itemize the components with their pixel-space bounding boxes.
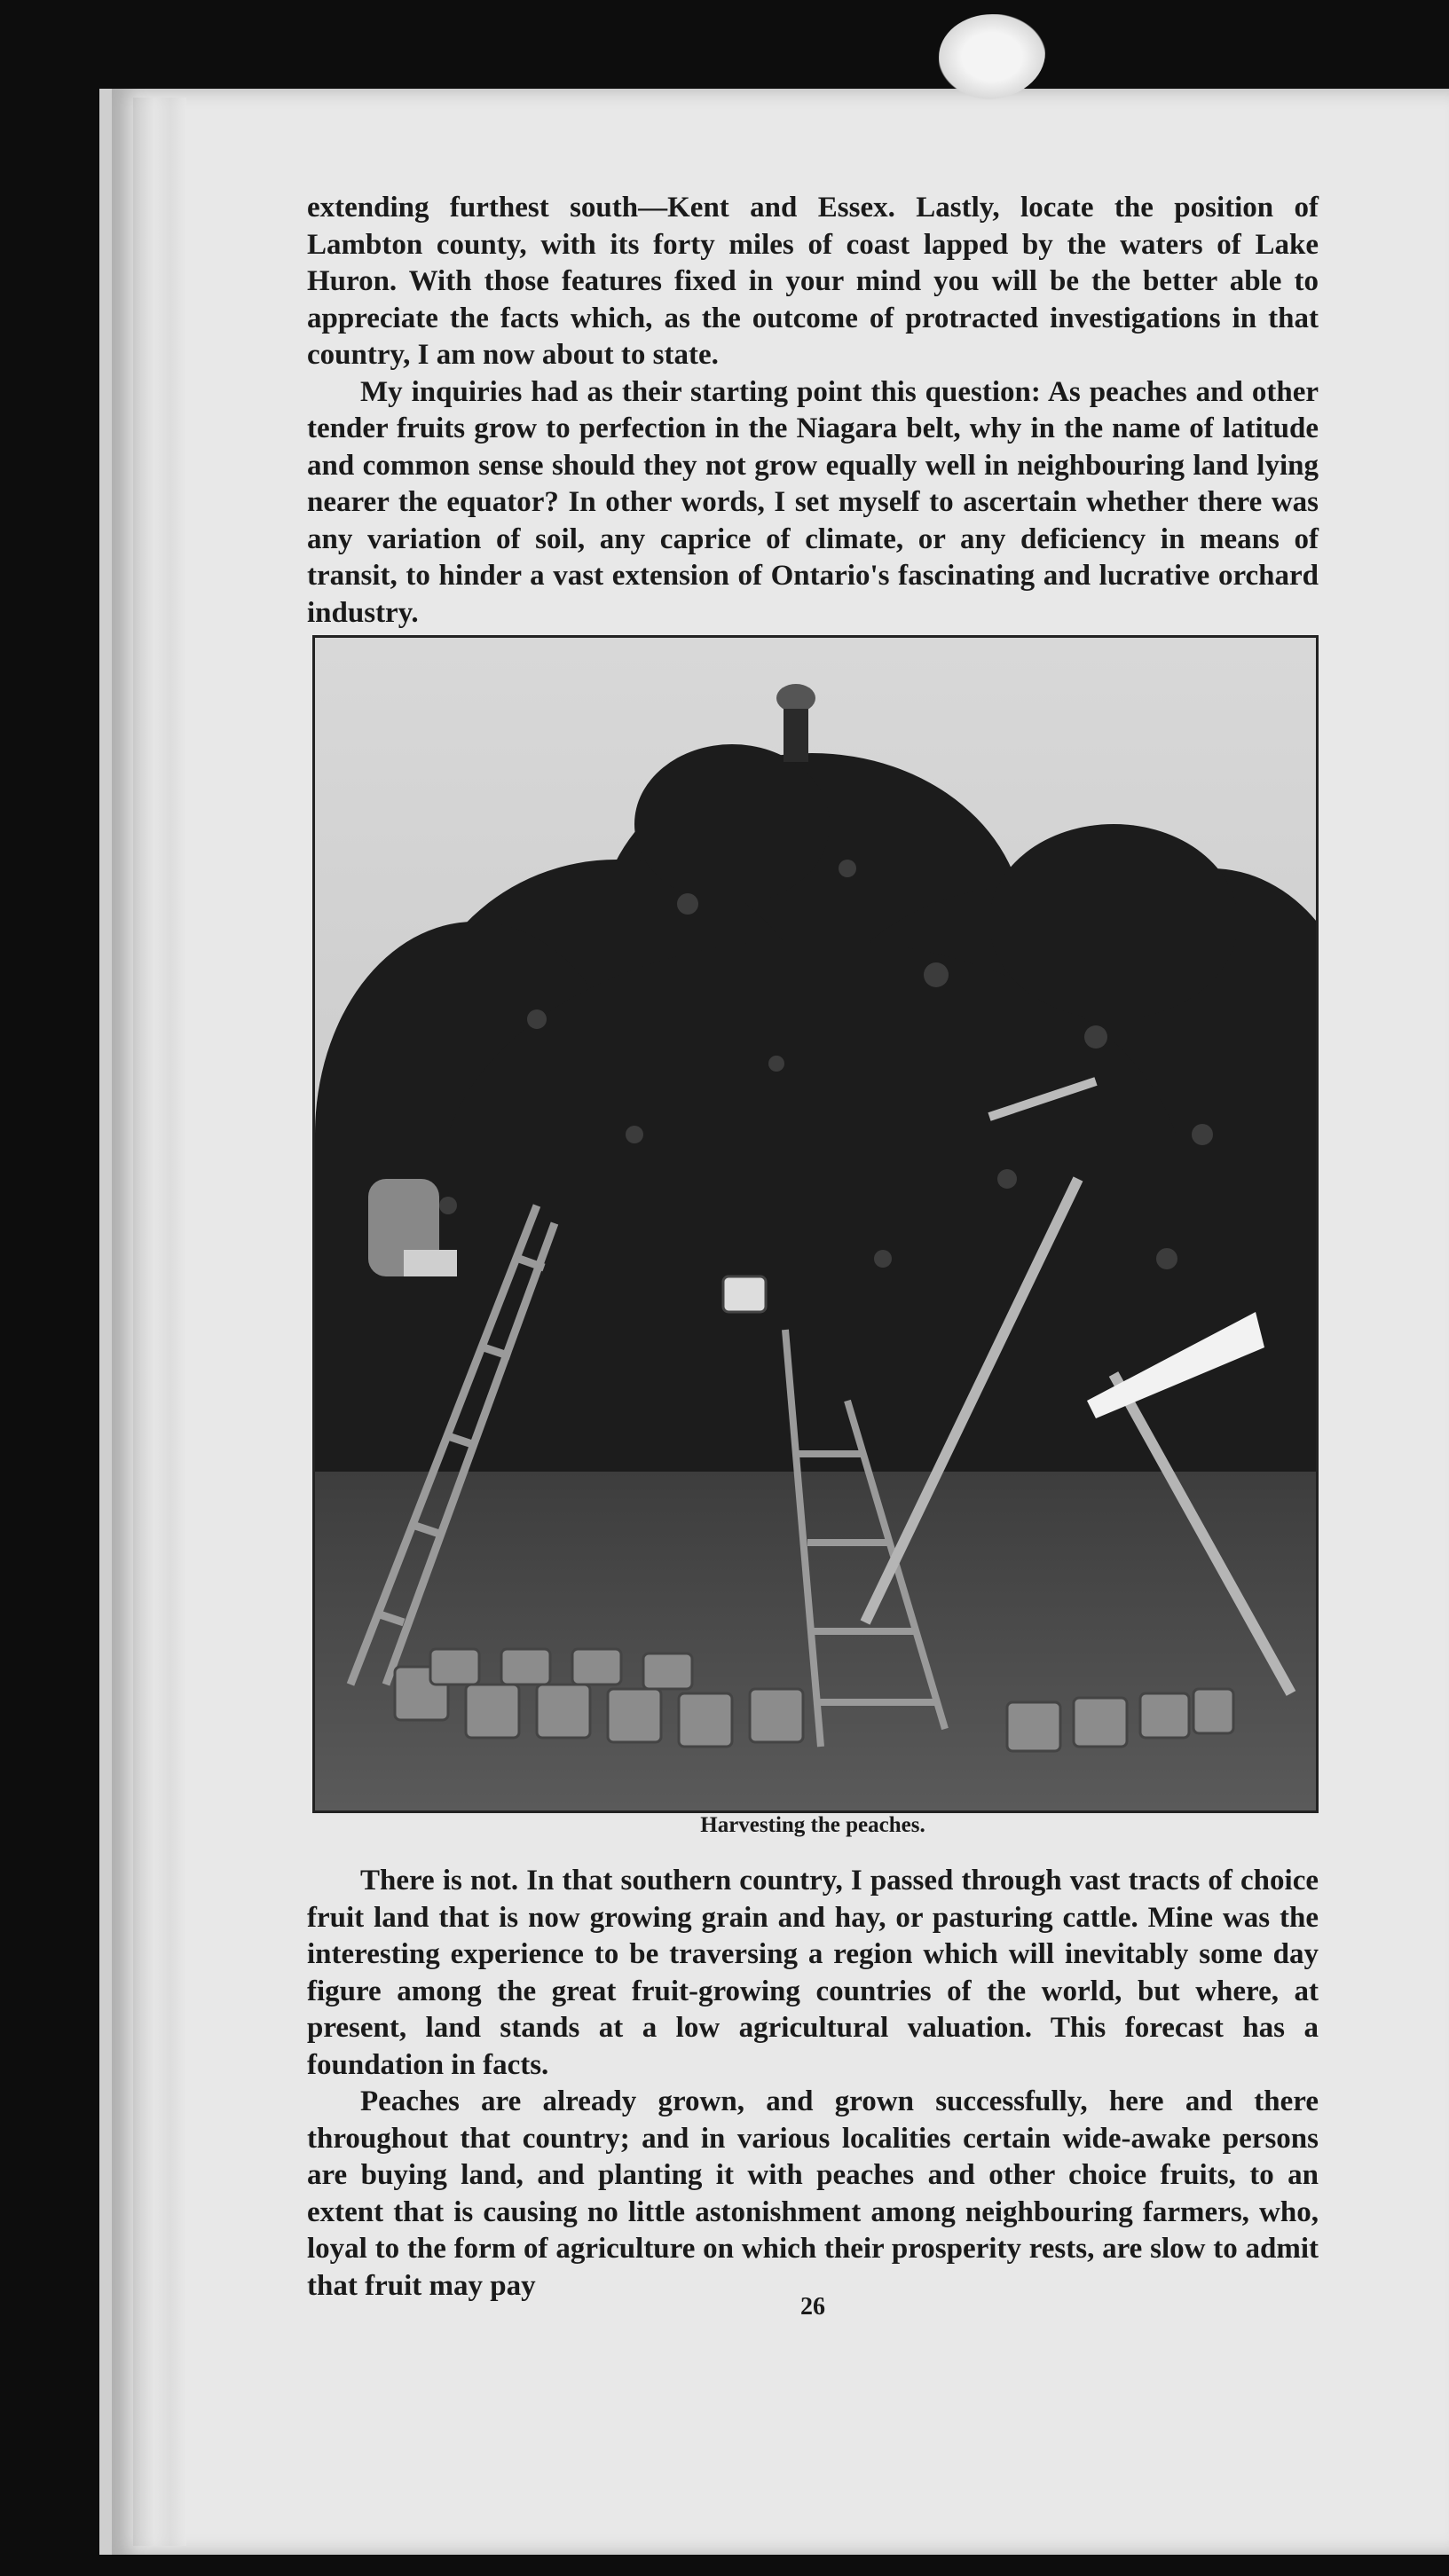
top-text-block (307, 190, 1319, 632)
page-number: 26 (800, 2293, 825, 2321)
photo-illustration (315, 638, 1316, 1810)
paper-blot (939, 14, 1045, 99)
paragraph-continuation: extending furthest south—Kent and Essex. Lastly, locate the position of Lambton county, with its forty miles of coast lapped by the waters of Lake Huron. With those features fixed in your mind you will be the better able to appreciate the facts which, as the outcome of protracted investigations in that country, I am now about to state. (307, 192, 1319, 371)
bottom-text-block (307, 1863, 1319, 2305)
paragraph-inquiries: My inquiries had as their starting point this question: As peaches and other tender fruits grow to perfection in the Niagara belt, why in the name of latitude and common sense should they not grow equally well in neighbouring land lying nearer the equator? In other words, I set myself to ascertain whether there was any variation of soil, any caprice of climate, or any deficiency in means of transit, to hinder a vast extension of Ontario's fascinating and lucrative orchard industry. (307, 375, 1319, 629)
figure-caption: Harvesting the peaches. (700, 1813, 925, 1837)
photo-harvesting-peaches (312, 635, 1319, 1813)
paragraph-there-is-not: There is not. In that southern country, I passed through vast tracts of choice fruit land that is now growing grain and hay, or pasturing cattle. Mine was the interesting experience to be traversing a region which will inevitably some day figure among the great fruit-growing countries of the world, but where, at present, land stands at a low agricultural valuation. This forecast has a foundation in facts. (307, 1865, 1319, 2081)
page-binding-edge (133, 98, 186, 2546)
paragraph-peaches-grown: Peaches are already grown, and grown successfully, here and there throughout that country; and in various localities certain wide-awake persons are buying land, and planting it with peaches and other choice fruits, to an extent that is causing no little astonishment among neighbouring farmers, who, loyal to the form of agriculture on which their prosperity rests, are slow to admit that fruit may pay (307, 2085, 1319, 2302)
ground (315, 1436, 1316, 1810)
